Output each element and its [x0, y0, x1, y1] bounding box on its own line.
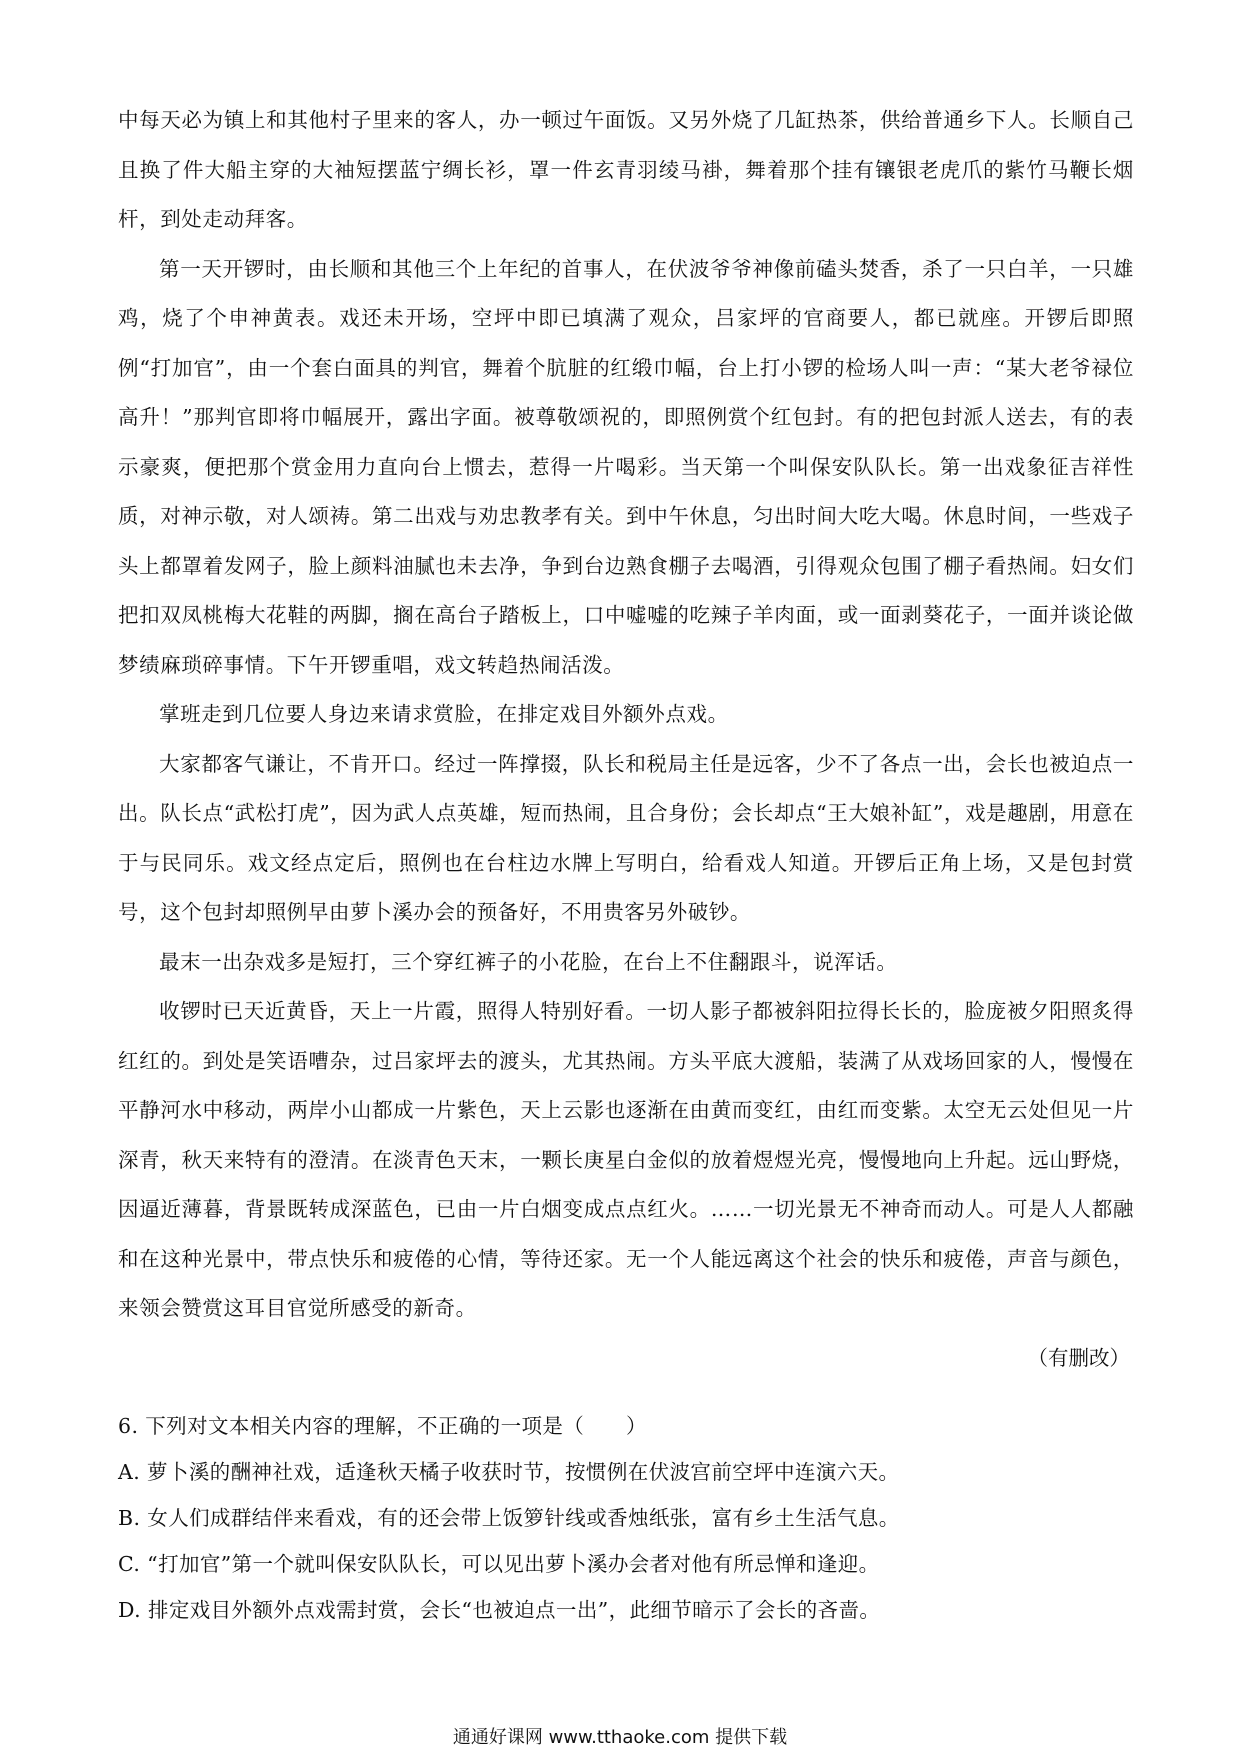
page-footer: 通通好课网 www.tthaoke.com 提供下载 — [452, 1727, 788, 1748]
question-block — [118, 1403, 1134, 1633]
option-c: C. “打加官”第一个就叫保安队队长，可以见出萝卜溪办会者对他有所忌惮和逢迎。 — [118, 1552, 880, 1576]
article-body — [118, 96, 1134, 1383]
article-paragraph: 收锣时已天近黄昏，天上一片霞，照得人特别好看。一切人影子都被斜阳拉得长长的，脸庞被夕阳照炙得红红的。到处是笑语嘈杂，过吕家坪去的渡头，尤其热闹。方头平底大渡船，装满了从戏场回家的人，慢慢在平静河水中移动，两岸小山都成一片紫色，天上云影也逐渐在由黄而变红，由红而变紫。太空无云处但见一片深青，秋天来特有的澄清。在淡青色天末，一颗长庚星白金似的放着煜煜光亮，慢慢地向上升起。远山野烧，因逼近薄暮，背景既转成深蓝色，已由一片白烟变成点点红火。……一切光景无不神奇而动人。可是人人都融和在这种光景中，带点快乐和疲倦的心情，等待还家。无一个人能远离这个社会的快乐和疲倦，声音与颜色，来领会赞赏这耳目官觉所感受的新奇。 — [118, 999, 1134, 1320]
article-paragraph: 大家都客气谦让，不肯开口。经过一阵撑掇，队长和税局主任是远客，少不了各点一出，会长也被迫点一出。队长点“武松打虎”，因为武人点英雄，短而热闹，且合身份；会长却点“王大娘补缸”，戏是趣剧，用意在于与民同乐。戏文经点定后，照例也在台柱边水牌上写明白，给看戏人知道。开锣后正角上场，又是包封赏号，这个包封却照例早由萝卜溪办会的预备好，不用贵客另外破钞。 — [118, 751, 1134, 924]
article-paragraph: 掌班走到几位要人身边来请求赏脸，在排定戏目外额外点戏。 — [159, 702, 729, 726]
document-page — [118, 96, 1134, 1633]
article-paragraph: 中每天必为镇上和其他村子里来的客人，办一顿过午面饭。又另外烧了几缸热茶，供给普通乡下人。长顺自己且换了件大船主穿的大袖短摆蓝宁绸长衫，罩一件玄青羽绫马褂，舞着那个挂有镶银老虎爪的紫竹马鞭长烟杆，到处走动拜客。 — [118, 108, 1134, 231]
option-b: B. 女人们成群结伴来看戏，有的还会带上饭箩针线或香烛纸张，富有乡土生活气息。 — [118, 1506, 900, 1530]
option-d: D. 排定戏目外额外点戏需封赏，会长“也被迫点一出”，此细节暗示了会长的吝啬。 — [118, 1598, 881, 1622]
question-stem: 6. 下列对文本相关内容的理解，不正确的一项是（ ） — [118, 1414, 647, 1438]
option-a: A. 萝卜溪的酬神社戏，适逢秋天橘子收获时节，按惯例在伏波宫前空坪中连演六天。 — [118, 1460, 900, 1484]
article-paragraph: 第一天开锣时，由长顺和其他三个上年纪的首事人，在伏波爷爷神像前磕头焚香，杀了一只白羊，一只雄鸡，烧了个申神黄表。戏还未开场，空坪中即已填满了观众，吕家坪的官商要人，都已就座。开锣后即照例“打加官”，由一个套白面具的判官，舞着个肮脏的红缎巾幅，台上打小锣的检场人叫一声：“某大老爷禄位高升！”那判官即将巾幅展开，露出字面。被尊敬颂祝的，即照例赏个红包封。有的把包封派人送去，有的表示豪爽，便把那个赏金用力直向台上惯去，惹得一片喝彩。当天第一个叫保安队队长。第一出戏象征吉祥性质，对神示敬，对人颂祷。第二出戏与劝忠教孝有关。到中午休息，匀出时间大吃大喝。休息时间，一些戏子头上都罩着发网子，脸上颜料油腻也未去净，争到台边熟食棚子去喝酒，引得观众包围了棚子看热闹。妇女们把扣双凤桃梅大花鞋的两脚，搁在高台子踏板上，口中嘘嘘的吃辣子羊肉面，或一面剥葵花子，一面并谈论做梦绩麻琐碎事情。下午开锣重唱，戏文转趋热闹活泼。 — [118, 256, 1134, 677]
article-paragraph: 最末一出杂戏多是短打，三个穿红裤子的小花脸，在台上不住翻跟斗，说浑话。 — [159, 949, 898, 974]
edit-note: （有删改） — [1027, 1345, 1130, 1370]
